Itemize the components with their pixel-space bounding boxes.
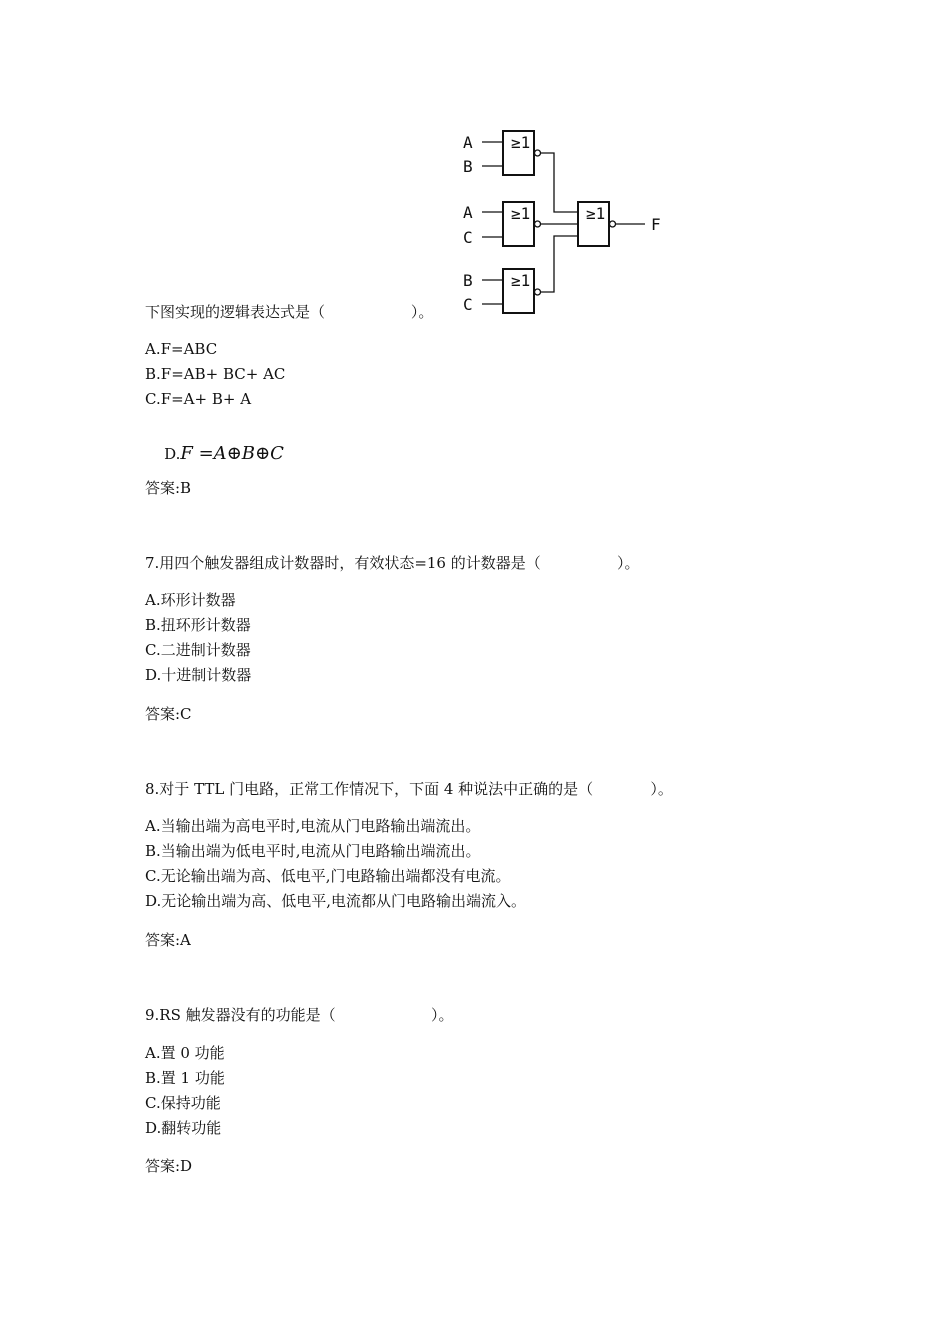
answer: 答案:D [145,1157,193,1175]
option-b: B.当输出端为低电平时,电流从门电路输出端流出。 [145,842,481,860]
option-d-formula: F =A⊕B⊕C [180,443,284,464]
output-label-f: F [651,215,661,234]
gate-symbol: ≥1 [511,204,531,223]
input-label-c: C [463,228,473,247]
option-a: A.当输出端为高电平时,电流从门电路输出端流出。 [145,817,481,835]
answer: 答案:B [145,479,192,497]
question-stem: 9.RS 触发器没有的功能是（ ）。 [145,1006,454,1024]
option-a: A.F=ABC [145,340,218,358]
option-d-prefix: D. [164,445,181,463]
gate-symbol: ≥1 [511,271,531,290]
nor-gate-output [578,202,645,246]
option-b: B.扭环形计数器 [145,616,251,634]
option-d: D.无论输出端为高、低电平,电流都从门电路输出端流入。 [145,892,527,910]
option-d [145,424,284,484]
logic-circuit-diagram [455,122,675,322]
option-a: A.置 0 功能 [145,1044,225,1062]
answer: 答案:C [145,705,192,723]
option-b: B.置 1 功能 [145,1069,225,1087]
option-c: C.F=A+ B+ A [145,390,252,408]
question-stem: 8.对于 TTL 门电路，正常工作情况下，下面 4 种说法中正确的是（ ）。 [145,780,673,798]
option-c: C.保持功能 [145,1094,221,1112]
option-a: A.环形计数器 [145,591,236,609]
gate-symbol: ≥1 [511,133,531,152]
input-label-b: B [463,271,473,290]
nor-gate-3 [482,269,541,313]
input-label-b: B [463,157,473,176]
option-d: D.翻转功能 [145,1119,222,1137]
gate-symbol: ≥1 [586,204,606,223]
nor-gate-1 [482,131,541,175]
input-label-c: C [463,295,473,314]
option-b: B.F=AB+ BC+ AC [145,365,286,383]
option-c: C.二进制计数器 [145,641,251,659]
question-stem: 下图实现的逻辑表达式是（ ）。 [145,303,434,321]
question-stem: 7.用四个触发器组成计数器时，有效状态=16 的计数器是（ ）。 [145,554,640,572]
input-label-a: A [463,203,473,222]
answer: 答案:A [145,931,191,949]
option-c: C.无论输出端为高、低电平,门电路输出端都没有电流。 [145,867,511,885]
nor-gate-2 [482,202,541,246]
option-d: D.十进制计数器 [145,666,252,684]
input-label-a: A [463,133,473,152]
